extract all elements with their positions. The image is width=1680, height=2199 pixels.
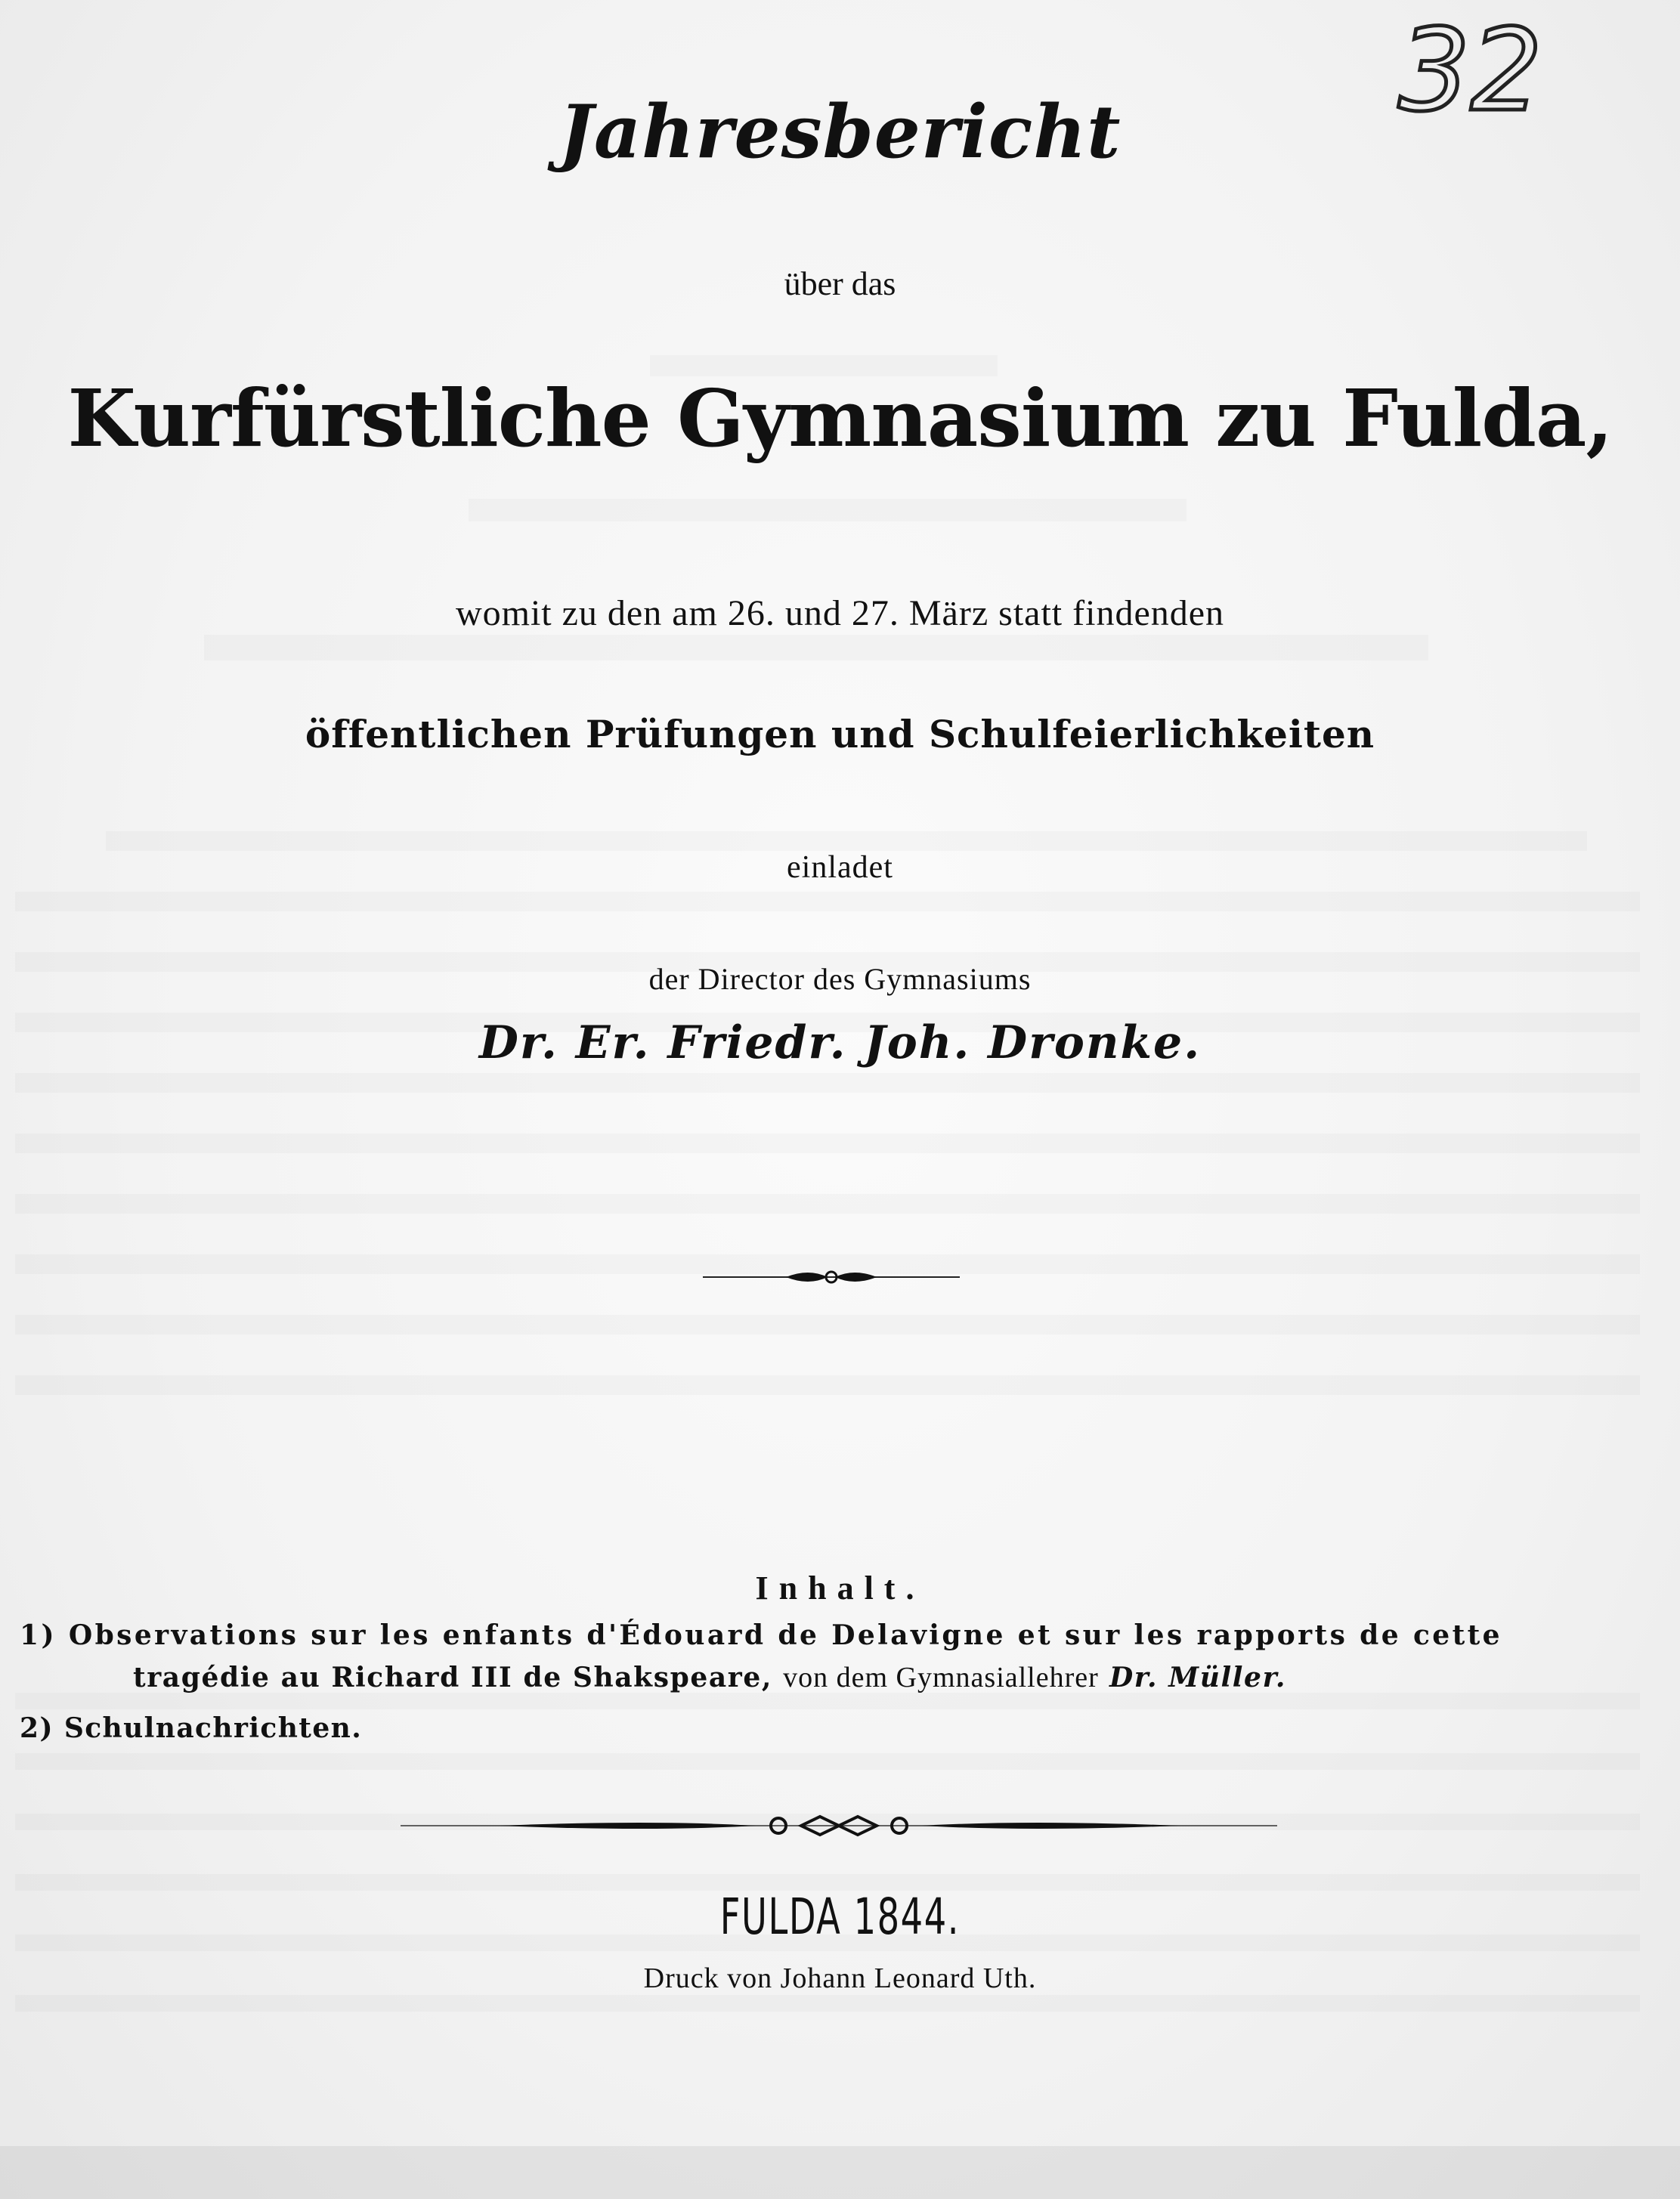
imprint-printer: Druck von Johann Leonard Uth. bbox=[643, 1962, 1037, 1994]
contents-item-1-line-1: 1) Observations sur les enfants d'Édouard de Delavigne et sur les rapports de cette bbox=[20, 1619, 1502, 1651]
ornament-rule-small bbox=[703, 1263, 960, 1291]
svg-text:32: 32 bbox=[1398, 8, 1542, 136]
subtitle-director: der Director des Gymnasiums bbox=[648, 962, 1032, 996]
subtitle-over: über das bbox=[784, 265, 896, 302]
contents-item-2: 2) Schulnachrichten. bbox=[20, 1712, 363, 1744]
contents-item-1-line-2 bbox=[133, 1661, 1286, 1694]
contents-heading: Inhalt. bbox=[755, 1570, 925, 1607]
ornament-rule-large bbox=[401, 1809, 1277, 1842]
subtitle-events: öffentlichen Prüfungen und Schulfeierlichkeiten bbox=[305, 712, 1375, 756]
contents-item-1-title-end: tragédie au Richard III de Shakspeare, bbox=[133, 1662, 772, 1693]
subtitle-dates: womit zu den am 26. und 27. März statt findenden bbox=[455, 593, 1225, 633]
director-name: Dr. Er. Friedr. Joh. Dronke. bbox=[478, 1016, 1202, 1069]
contents-item-1-author: Dr. Müller. bbox=[1109, 1662, 1286, 1693]
subtitle-invites: einladet bbox=[787, 850, 893, 885]
document-title: Jahresbericht bbox=[558, 89, 1122, 175]
institution-title: Kurfürstliche Gymnasium zu Fulda, bbox=[67, 372, 1613, 465]
imprint-place-year: FULDA 1844. bbox=[719, 1888, 960, 1946]
contents-item-1-byline: von dem Gymnasiallehrer bbox=[783, 1662, 1099, 1693]
